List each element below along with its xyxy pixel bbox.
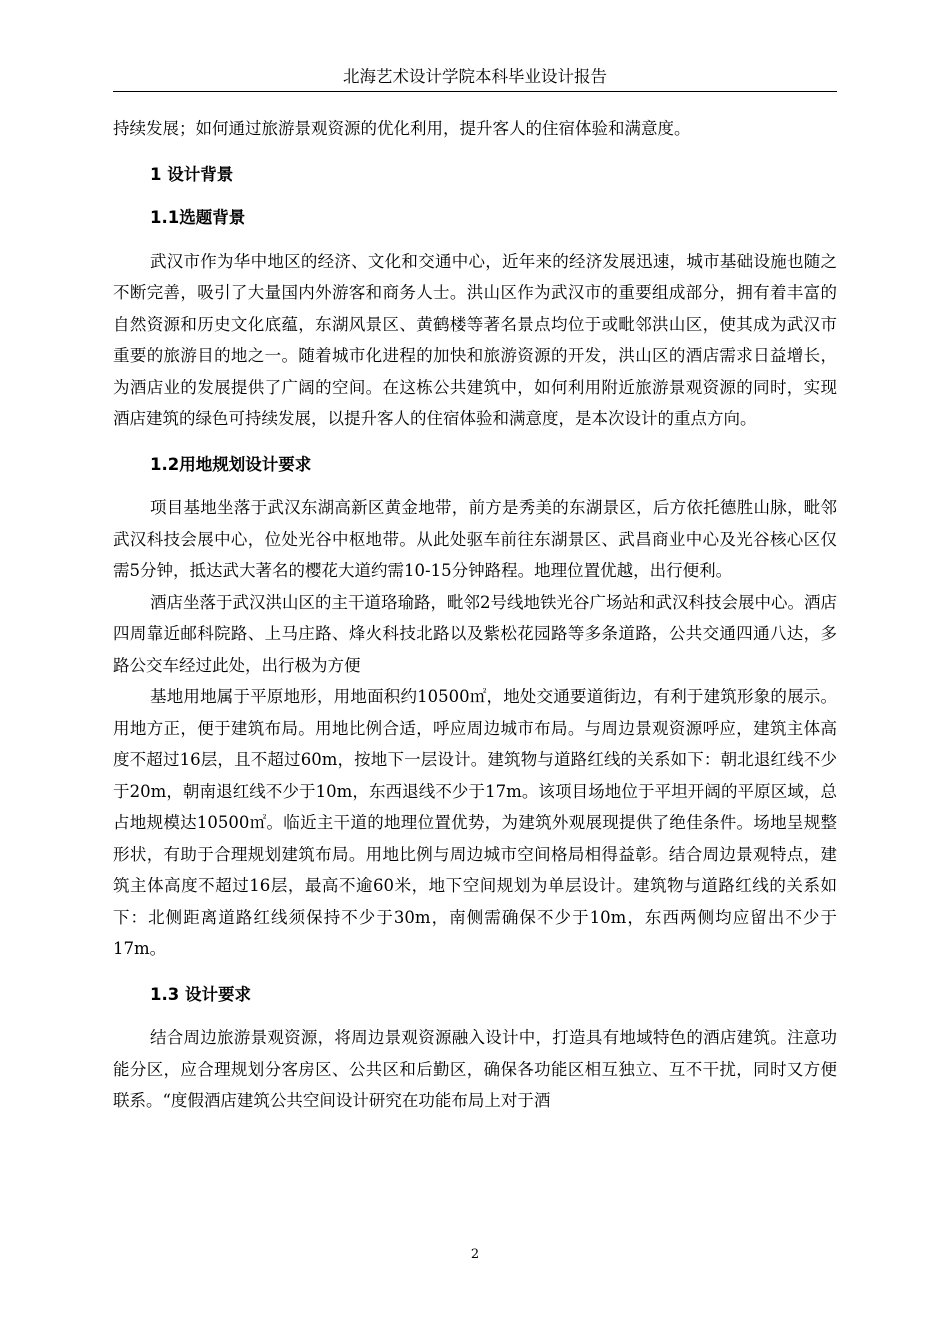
- running-header: 北海艺术设计学院本科毕业设计报告: [343, 67, 607, 86]
- section-1-1-paragraph: 武汉市作为华中地区的经济、文化和交通中心，近年来的经济发展迅速，城市基础设施也随之不断完善，吸引了大量国内外游客和商务人士。洪山区作为武汉市的重要组成部分，拥有着丰富的自然资源和历史文化底蕴，东湖风景区、黄鹤楼等著名景点均位于或毗邻洪山区，使其成为武汉市重要的旅游目的地之一。随着城市化进程的加快和旅游资源的开发，洪山区的酒店需求日益增长，为酒店业的发展提供了广阔的空间。在这栋公共建筑中，如何利用附近旅游景观资源的同时，实现酒店建筑的绿色可持续发展，以提升客人的住宿体验和满意度，是本次设计的重点方向。: [113, 251, 837, 428]
- section-1-2-paragraph-3: 基地用地属于平原地形，用地面积约10500㎡，地处交通要道街边，有利于建筑形象的展示。用地方正，便于建筑布局。用地比例合适，呼应周边城市布局。与周边景观资源呼应，建筑主体高度不超过16层，且不超过60m，按地下一层设计。建筑物与道路红线的关系如下：朝北退红线不少于20m，朝南退红线不少于10m，东西退线不少于17m。该项目场地位于平坦开阔的平原区域，总占地规模达10500㎡。临近主干道的地理位置优势，为建筑外观展现提供了绝佳条件。场地呈规整形状，有助于合理规划建筑布局。用地比例与周边城市空间格局相得益彰。结合周边景观特点，建筑主体高度不超过16层，最高不逾60米，地下空间规划为单层设计。建筑物与道路红线的关系如下：北侧距离道路红线须保持不少于30m，南侧需确保不少于10m，东西两侧均应留出不少于17m。: [113, 687, 837, 958]
- section-1-2-paragraph-2: 酒店坐落于武汉洪山区的主干道珞瑜路，毗邻2号线地铁光谷广场站和武汉科技会展中心。酒店四周靠近邮科院路、上马庄路、烽火科技北路以及紫松花园路等多条道路，公共交通四通八达，多路公交车经过此处，出行极为方便: [113, 592, 837, 675]
- intro-continuation-paragraph: 持续发展；如何通过旅游景观资源的优化利用，提升客人的住宿体验和满意度。: [113, 119, 691, 138]
- page-number: 2: [470, 1247, 480, 1262]
- section-1-heading: 1 设计背景: [150, 164, 234, 184]
- section-1-1-heading: 1.1选题背景: [150, 208, 246, 227]
- section-1-2-heading: 1.2用地规划设计要求: [150, 454, 312, 474]
- document-body: [113, 113, 837, 1117]
- section-1-3-heading: 1.3 设计要求: [150, 984, 251, 1004]
- section-1-3-paragraph: 结合周边旅游景观资源，将周边景观资源融入设计中，打造具有地域特色的酒店建筑。注意功能分区，应合理规划分客房区、公共区和后勤区，确保各功能区相互独立、互不干扰，同时又方便联系。“度假酒店建筑公共空间设计研究在功能布局上对于酒: [113, 1028, 837, 1110]
- section-1-2-paragraph-1: 项目基地坐落于武汉东湖高新区黄金地带，前方是秀美的东湖景区，后方依托德胜山脉，毗邻武汉科技会展中心，位处光谷中枢地带。从此处驱车前往东湖景区、武昌商业中心及光谷核心区仅需5分钟，抵达武大著名的樱花大道约需10-15分钟路程。地理位置优越，出行便利。: [113, 498, 837, 580]
- header-rule: [113, 91, 837, 92]
